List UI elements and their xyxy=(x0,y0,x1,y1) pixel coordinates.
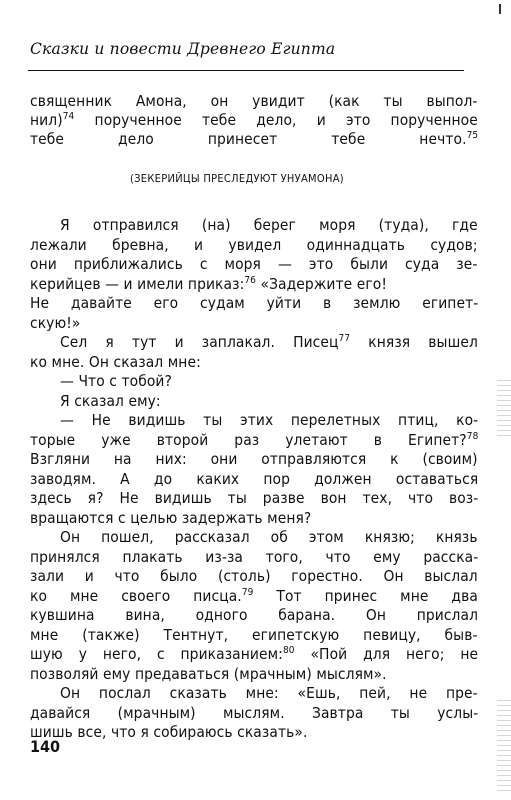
body-line-text: керийцев — и имели приказ: xyxy=(30,274,245,293)
body-line-text: Не давайте его судам уйти в землю египет- xyxy=(30,294,479,312)
section-title: (ЗЕКЕРИЙЦЫ ПРЕСЛЕДУЮТ УНУАМОНА) xyxy=(130,172,344,185)
body-line xyxy=(60,392,161,411)
running-head: Сказки и повести Древнего Египта xyxy=(30,40,336,58)
footnote-ref: 79 xyxy=(241,586,254,598)
intro-text: тебе дело принесет тебе нечто. xyxy=(30,130,467,148)
body-line-text: шую у него, с приказанием: xyxy=(30,645,283,663)
body-line xyxy=(30,548,478,567)
edge-speckle xyxy=(497,700,511,795)
body-line xyxy=(30,314,80,333)
body-line xyxy=(30,665,387,684)
body-line xyxy=(60,216,478,235)
intro-text: порученное тебе дело, и это порученное xyxy=(74,111,478,129)
body-line-text-after: князя вышел xyxy=(350,333,478,351)
edge-mark xyxy=(499,4,505,14)
body-line-text: шишь все, что я собираюсь сказать». xyxy=(30,723,308,741)
intro-line-1: священник Амона, он увидит (как ты выпол- xyxy=(30,92,478,110)
body-line xyxy=(60,684,478,703)
body-line xyxy=(30,626,478,645)
body-line-text: давайся (мрачным) мыслям. Завтра ты услы- xyxy=(30,703,479,722)
body-line-text: ко мне своего писца. xyxy=(30,586,242,605)
body-line-text: Я сказал ему: xyxy=(60,391,161,410)
body-line-text: здесь я? Не видишь ты разве вон тех, что воз- xyxy=(30,489,479,507)
body-line xyxy=(30,723,307,742)
body-line xyxy=(30,294,478,313)
body-line xyxy=(30,587,478,606)
body-line-text: торые уже второй раз улетают в Египет? xyxy=(30,430,467,449)
body-line-text: лежали бревна, и увидел одиннадцать судов; xyxy=(30,235,478,254)
body-line-text-after: «Задержите его! xyxy=(256,274,387,293)
body-line xyxy=(30,255,478,274)
page-number: 140 xyxy=(30,737,61,756)
body-line xyxy=(30,431,478,450)
body-line xyxy=(30,489,478,508)
body-line-text: Он послал сказать мне: «Ешь, пей, не пре- xyxy=(60,684,478,702)
body-line-text: кувшина вина, одного барана. Он прислал xyxy=(30,606,479,624)
body-line xyxy=(30,509,311,528)
body-line-text: они приближались с моря — это были суда зе- xyxy=(30,255,478,273)
body-line xyxy=(60,411,478,430)
intro-text: нил) xyxy=(30,111,63,129)
body-line xyxy=(30,567,478,586)
body-line-text: — Что с тобой? xyxy=(60,372,172,390)
body-line xyxy=(30,645,478,664)
footnote-ref: 80 xyxy=(282,645,295,656)
footnote-ref-74: 74 xyxy=(62,111,75,122)
body-line-text: вращаются с целью задержать меня? xyxy=(30,508,312,527)
body-line-text: Я отправился (на) берег моря (туда), где xyxy=(60,216,478,234)
body-line xyxy=(30,704,478,723)
body-line-text-after: Тот принес мне два xyxy=(253,586,478,605)
intro-line-2 xyxy=(30,111,478,130)
body-line xyxy=(30,353,201,372)
body-line-text: Он пошел, рассказал об этом князю; князь xyxy=(60,528,478,546)
body-line xyxy=(30,275,387,294)
body-line-text: мне (также) Тентнут, египетскую певицу, быв- xyxy=(30,625,478,644)
header-rule xyxy=(28,70,464,71)
body-line-text: — Не видишь ты этих перелетных птиц, ко- xyxy=(60,411,479,429)
body-line-text: Взгляни на них: они отправляются к (своим) xyxy=(30,450,478,468)
body-line-text: зали и что было (столь) горестно. Он выслал xyxy=(30,567,478,585)
footnote-ref-75: 75 xyxy=(466,130,479,141)
body-line-text: скую!» xyxy=(30,313,81,332)
body-line xyxy=(30,606,478,625)
edge-speckle xyxy=(497,380,511,440)
body-line-text: позволяй ему предаваться (мрачным) мыслям». xyxy=(30,664,387,683)
footnote-ref: 76 xyxy=(244,274,256,286)
body-line xyxy=(60,528,478,547)
body-line xyxy=(30,450,478,469)
body-line-text: Сел я тут и заплакал. Писец xyxy=(60,333,339,351)
body-line xyxy=(30,470,478,489)
body-line-text: ко мне. Он сказал мне: xyxy=(30,352,201,371)
body-line xyxy=(60,372,172,391)
footnote-ref: 78 xyxy=(466,430,479,442)
body-line-text: заводям. А до каких пор должен оставаться xyxy=(30,469,479,488)
body-line-text-after: «Пой для него; не xyxy=(294,645,479,663)
intro-line-3 xyxy=(30,130,478,149)
footnote-ref: 77 xyxy=(338,333,351,344)
body-line xyxy=(60,333,478,352)
body-line-text: принялся плакать из-за того, что ему расска- xyxy=(30,547,479,566)
body-line xyxy=(30,236,478,255)
